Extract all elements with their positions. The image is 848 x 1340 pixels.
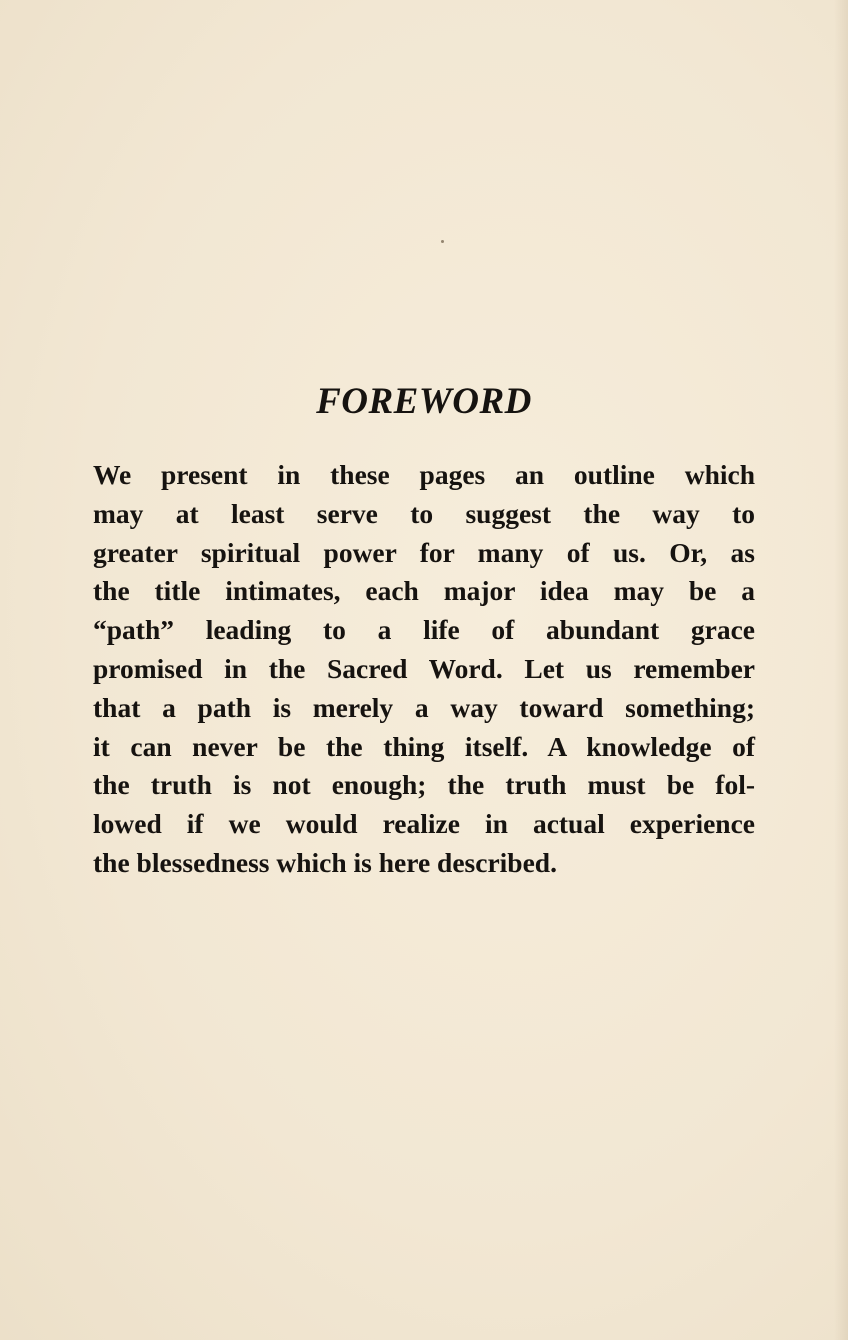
text-line: may at least serve to suggest the way to [93,497,755,529]
text-line: the blessedness which is here described. [93,846,557,878]
text-line: “path” leading to a life of abundant grace [93,614,755,646]
text-line: promised in the Sacred Word. Let us remember [93,652,755,684]
paper-speck [441,240,444,243]
page-title: FOREWORD [316,381,532,422]
foreword-paragraph [93,456,755,883]
text-line: the title intimates, each major idea may be a [93,575,755,607]
page-edge-shadow [834,0,848,1340]
text-line: lowed if we would realize in actual experience [93,808,755,840]
text-line: that a path is merely a way toward something; [93,691,755,723]
text-line: greater spiritual power for many of us. Or, as [93,536,755,568]
text-line: We present in these pages an outline which [93,459,755,490]
text-line: the truth is not enough; the truth must be fol- [93,769,755,801]
text-line: it can never be the thing itself. A knowledge of [93,730,755,762]
